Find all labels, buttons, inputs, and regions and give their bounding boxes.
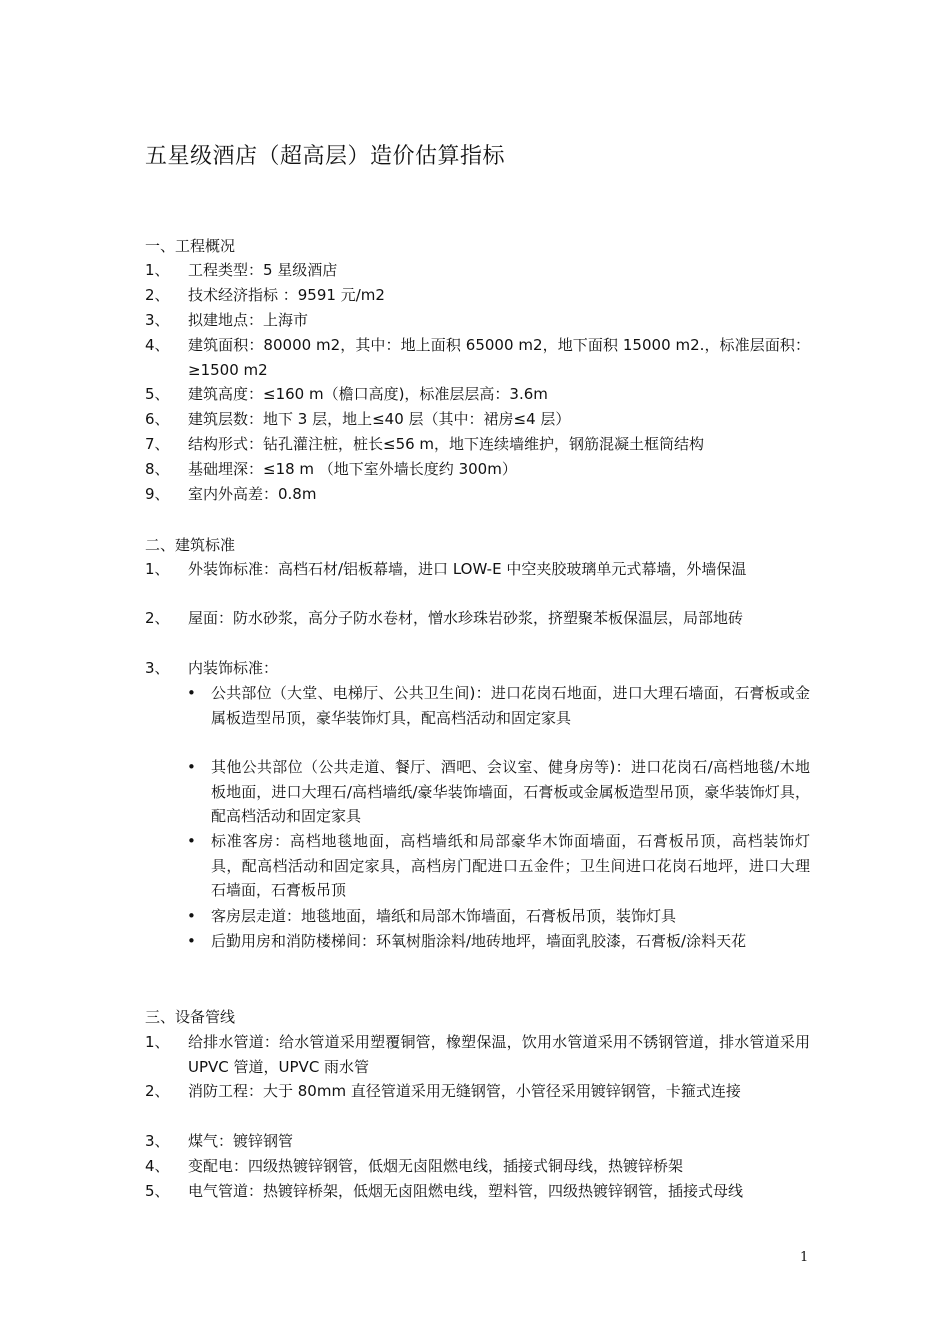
item-number: 2、 (145, 1082, 170, 1100)
list-item (145, 482, 810, 507)
list-item (145, 308, 810, 333)
bullet-item (187, 755, 810, 829)
item-text: 消防工程：大于 80mm 直径管道采用无缝钢管，小管径采用镀锌钢管，卡箍式连接 (188, 1082, 741, 1100)
item-number: 5、 (145, 385, 170, 403)
list-item (145, 1154, 810, 1179)
bullet-text: 客房层走道：地毯地面，墙纸和局部木饰墙面，石膏板吊顶，装饰灯具 (211, 907, 677, 925)
bullet-item (187, 904, 810, 929)
bullet-text: 标准客房：高档地毯地面，高档墙纸和局部豪华木饰面墙面，石膏板吊顶，高档装饰灯具，配高档活动和固定家具，高档房门配进口五金件；卫生间进口花岗石地坪，进口大理石墙面，石膏板吊顶 (211, 832, 810, 899)
section-heading-overview: 一、工程概况 (145, 237, 236, 255)
item-text: 基础埋深：≤18 m （地下室外墙长度约 300m） (188, 460, 517, 478)
list-item (145, 1079, 810, 1104)
section-heading-architecture: 二、建筑标准 (145, 536, 236, 554)
list-item (145, 656, 810, 681)
list-item (145, 283, 810, 308)
item-number: 2、 (145, 609, 170, 627)
bullet-text: 公共部位（大堂、电梯厅、公共卫生间)：进口花岗石地面，进口大理石墙面，石膏板或金属板造型吊顶，豪华装饰灯具，配高档活动和固定家具 (211, 684, 810, 727)
item-text: 建筑高度：≤160 m（檐口高度)，标准层层高：3.6m (188, 385, 548, 403)
item-number: 6、 (145, 410, 170, 428)
item-text: 建筑面积：80000 m2，其中：地上面积 65000 m2，地下面积 15000 m2.，标准层面积：≥1500 m2 (188, 336, 810, 379)
list-item (145, 557, 810, 582)
list-item (145, 432, 810, 457)
document-title: 五星级酒店（超高层）造价估算指标 (145, 144, 506, 169)
bullet-item (187, 681, 810, 730)
bullet-item (187, 929, 810, 954)
bullet-text: 后勤用房和消防楼梯间：环氧树脂涂料/地砖地坪，墙面乳胶漆，石膏板/涂料天花 (211, 932, 747, 950)
item-number: 4、 (145, 1157, 170, 1175)
item-number: 2、 (145, 286, 170, 304)
item-number: 1、 (145, 1033, 170, 1051)
section-heading-equipment: 三、设备管线 (145, 1008, 236, 1026)
list-item (145, 606, 810, 631)
item-text: 建筑层数：地下 3 层，地上≤40 层（其中：裙房≤4 层） (188, 410, 571, 428)
item-number: 1、 (145, 560, 170, 578)
item-number: 7、 (145, 435, 170, 453)
item-number: 3、 (145, 311, 170, 329)
item-text: 工程类型：5 星级酒店 (188, 261, 338, 279)
item-number: 8、 (145, 460, 170, 478)
bullet-text: 其他公共部位（公共走道、餐厅、酒吧、会议室、健身房等)：进口花岗石/高档地毯/木地板地面，进口大理石/高档墙纸/豪华装饰墙面，石膏板或金属板造型吊顶，豪华装饰灯具，配高档活动和固定家具 (211, 758, 810, 825)
item-number: 5、 (145, 1182, 170, 1200)
item-text: 拟建地点：上海市 (188, 311, 309, 329)
bullet-dot-icon: • (187, 832, 196, 850)
list-item (145, 382, 810, 407)
list-item (145, 1129, 810, 1154)
bullet-dot-icon: • (187, 758, 196, 776)
item-text: 室内外高差：0.8m (188, 485, 317, 503)
bullet-dot-icon: • (187, 684, 196, 702)
item-text: 给排水管道：给水管道采用塑覆铜管，橡塑保温，饮用水管道采用不锈钢管道，排水管道采用 UPVC 管道，UPVC 雨水管 (188, 1033, 810, 1076)
item-number: 3、 (145, 1132, 170, 1150)
item-number: 9、 (145, 485, 170, 503)
item-text: 外装饰标准：高档石材/铝板幕墙，进口 LOW-E 中空夹胶玻璃单元式幕墙，外墙保温 (188, 560, 747, 578)
item-number: 4、 (145, 336, 170, 354)
item-text: 结构形式：钻孔灌注桩，桩长≤56 m，地下连续墙维护，钢筋混凝土框筒结构 (188, 435, 705, 453)
list-item (145, 407, 810, 432)
item-text: 变配电：四级热镀锌钢管，低烟无卤阻燃电线，插接式铜母线，热镀锌桥架 (188, 1157, 684, 1175)
item-text: 技术经济指标 ：9591 元/m2 (188, 286, 385, 304)
item-text: 煤气：镀锌钢管 (188, 1132, 294, 1150)
item-number: 1、 (145, 261, 170, 279)
item-text: 屋面：防水砂浆，高分子防水卷材，憎水珍珠岩砂浆，挤塑聚苯板保温层，局部地砖 (188, 609, 744, 627)
item-text: 内装饰标准： (188, 659, 279, 677)
list-item (145, 1179, 810, 1204)
page-number: 1 (800, 1250, 809, 1265)
list-item (145, 333, 810, 382)
bullet-dot-icon: • (187, 907, 196, 925)
item-text: 电气管道：热镀锌桥架，低烟无卤阻燃电线，塑料管，四级热镀锌钢管，插接式母线 (188, 1182, 744, 1200)
bullet-item (187, 829, 810, 903)
list-item (145, 258, 810, 283)
bullet-dot-icon: • (187, 932, 196, 950)
list-item (145, 1030, 810, 1079)
item-number: 3、 (145, 659, 170, 677)
list-item (145, 457, 810, 482)
